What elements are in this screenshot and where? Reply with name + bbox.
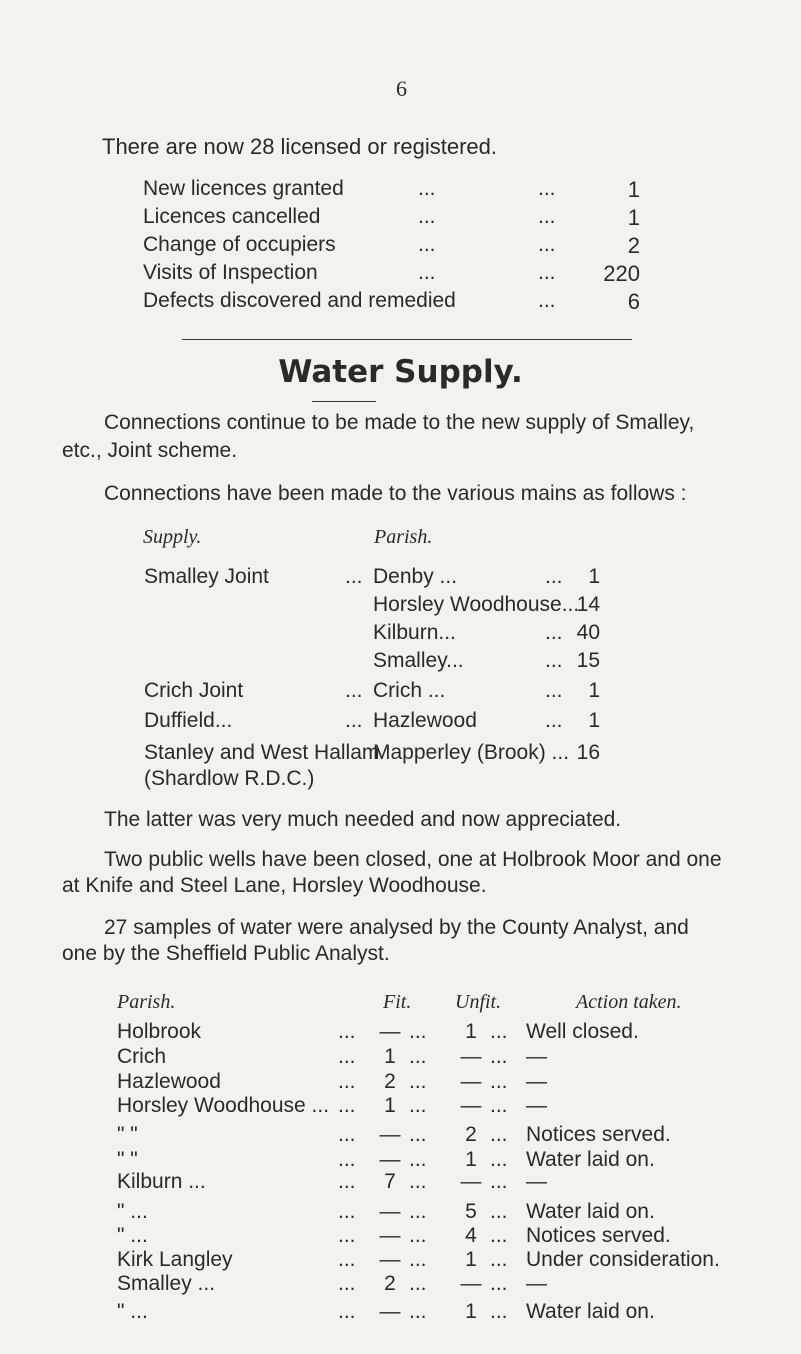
- dot-leader: ...: [338, 1045, 356, 1068]
- sample-parish: Kirk Langley: [117, 1248, 233, 1271]
- dot-leader: ...: [538, 177, 556, 200]
- dot-leader: ...: [409, 1200, 427, 1223]
- sample-action: —: [526, 1170, 547, 1193]
- dot-leader: ...: [490, 1020, 508, 1043]
- dot-leader: ...: [409, 1070, 427, 1093]
- licence-label: Licences cancelled: [143, 205, 321, 228]
- mains-parish: Crich ...: [373, 679, 446, 702]
- column-header-parish: Parish.: [374, 526, 433, 548]
- paragraph: one by the Sheffield Public Analyst.: [62, 942, 390, 965]
- dot-leader: ...: [490, 1200, 508, 1223]
- sample-action: Water laid on.: [526, 1300, 655, 1323]
- sample-unfit: —: [460, 1045, 482, 1068]
- sample-unfit: —: [460, 1170, 482, 1193]
- dot-leader: ...: [418, 261, 436, 284]
- dot-leader: ...: [345, 565, 363, 588]
- dot-leader: ...: [490, 1248, 508, 1271]
- mains-parish: Smalley...: [373, 649, 464, 672]
- sample-fit: —: [379, 1123, 401, 1146]
- sample-fit: —: [379, 1020, 401, 1043]
- sample-parish: " ...: [117, 1200, 148, 1223]
- licence-label: Change of occupiers: [143, 233, 336, 256]
- dot-leader: ...: [409, 1094, 427, 1117]
- sample-parish: Horsley Woodhouse ...: [117, 1094, 330, 1117]
- dot-leader: ...: [490, 1094, 508, 1117]
- mains-value: 15: [576, 649, 600, 672]
- sample-fit: —: [379, 1148, 401, 1171]
- sample-unfit: —: [460, 1272, 482, 1295]
- licence-value: 6: [627, 289, 640, 314]
- dot-leader: ...: [338, 1148, 356, 1171]
- column-header-fit: Fit.: [383, 991, 412, 1013]
- dot-leader: ...: [490, 1045, 508, 1068]
- mains-value: 40: [576, 621, 600, 644]
- dot-leader: ...: [545, 621, 563, 644]
- sample-action: Water laid on.: [526, 1148, 655, 1171]
- column-header-parish: Parish.: [117, 991, 176, 1013]
- mains-value: 14: [576, 593, 600, 616]
- dot-leader: ...: [538, 289, 556, 312]
- sample-action: —: [526, 1272, 547, 1295]
- dot-leader: ...: [545, 649, 563, 672]
- paragraph: Connections continue to be made to the new supply of Smalley,: [104, 411, 695, 434]
- dot-leader: ...: [409, 1148, 427, 1171]
- column-header-action: Action taken.: [576, 991, 682, 1013]
- licence-label: New licences granted: [143, 177, 344, 200]
- dot-leader: ...: [490, 1224, 508, 1247]
- sample-fit: 2: [384, 1272, 396, 1295]
- dot-leader: ...: [338, 1170, 356, 1193]
- dot-leader: ...: [418, 177, 436, 200]
- sample-parish: Hazlewood: [117, 1070, 221, 1093]
- mains-parish: Hazlewood: [373, 709, 477, 732]
- sample-fit: —: [379, 1224, 401, 1247]
- dot-leader: ...: [409, 1123, 427, 1146]
- column-header-unfit: Unfit.: [455, 991, 502, 1013]
- mains-value: 1: [588, 709, 600, 732]
- dot-leader: ...: [409, 1170, 427, 1193]
- sample-action: Notices served.: [526, 1224, 671, 1247]
- licence-value: 1: [627, 177, 640, 202]
- sample-parish: " ": [117, 1148, 138, 1171]
- dot-leader: ...: [345, 709, 363, 732]
- licence-value: 220: [603, 261, 640, 286]
- intro-text: There are now 28 licensed or registered.: [102, 134, 497, 159]
- heading-underline: [312, 401, 376, 402]
- mains-supply-detail: (Shardlow R.D.C.): [144, 767, 315, 790]
- mains-supply: Crich Joint: [144, 679, 244, 702]
- sample-parish: " ": [117, 1123, 138, 1146]
- sample-parish: Smalley ...: [117, 1272, 216, 1295]
- sample-parish: Holbrook: [117, 1020, 202, 1043]
- paragraph: Two public wells have been closed, one at Holbrook Moor and one: [104, 848, 722, 871]
- dot-leader: ...: [338, 1123, 356, 1146]
- section-heading: Water Supply.: [278, 354, 523, 390]
- paragraph: The latter was very much needed and now appreciated.: [104, 808, 622, 831]
- mains-value: 16: [576, 741, 600, 764]
- dot-leader: ...: [338, 1272, 356, 1295]
- mains-value: 1: [588, 565, 600, 588]
- dot-leader: ...: [409, 1020, 427, 1043]
- sample-fit: 2: [384, 1070, 396, 1093]
- sample-unfit: 2: [465, 1123, 477, 1146]
- sample-parish: " ...: [117, 1300, 148, 1323]
- column-header-supply: Supply.: [143, 526, 202, 548]
- sample-fit: 7: [384, 1170, 396, 1193]
- page-number: 6: [396, 76, 407, 101]
- sample-unfit: 1: [465, 1020, 477, 1043]
- sample-unfit: 4: [465, 1224, 477, 1247]
- dot-leader: ...: [338, 1248, 356, 1271]
- licence-label: Defects discovered and remedied: [143, 289, 456, 312]
- mains-supply: Smalley Joint: [144, 565, 269, 588]
- dot-leader: ...: [338, 1224, 356, 1247]
- sample-action: Notices served.: [526, 1123, 671, 1146]
- sample-unfit: —: [460, 1070, 482, 1093]
- mains-parish: Denby ...: [373, 565, 458, 588]
- sample-action: —: [526, 1094, 547, 1117]
- sample-fit: 1: [384, 1094, 396, 1117]
- mains-value: 1: [588, 679, 600, 702]
- section-divider: [182, 339, 632, 340]
- dot-leader: ...: [538, 261, 556, 284]
- sample-fit: —: [379, 1248, 401, 1271]
- paragraph: Connections have been made to the various mains as follows :: [104, 482, 687, 505]
- sample-action: Well closed.: [526, 1020, 639, 1043]
- sample-unfit: —: [460, 1094, 482, 1117]
- dot-leader: ...: [338, 1200, 356, 1223]
- dot-leader: ...: [490, 1070, 508, 1093]
- dot-leader: ...: [409, 1224, 427, 1247]
- dot-leader: ...: [545, 679, 563, 702]
- sample-fit: —: [379, 1300, 401, 1323]
- dot-leader: ...: [490, 1300, 508, 1323]
- sample-parish: " ...: [117, 1224, 148, 1247]
- mains-supply: Stanley and West Hallam: [144, 741, 380, 764]
- dot-leader: ...: [418, 233, 436, 256]
- sample-action: —: [526, 1070, 547, 1093]
- sample-parish: Crich: [117, 1045, 167, 1068]
- dot-leader: ...: [338, 1020, 356, 1043]
- paragraph: etc., Joint scheme.: [62, 439, 238, 462]
- dot-leader: ...: [338, 1094, 356, 1117]
- dot-leader: ...: [409, 1300, 427, 1323]
- dot-leader: ...: [545, 565, 563, 588]
- licence-value: 2: [627, 233, 640, 258]
- mains-parish: Mapperley (Brook) ...: [373, 741, 570, 764]
- paragraph: at Knife and Steel Lane, Horsley Woodhouse.: [62, 874, 487, 897]
- dot-leader: ...: [409, 1272, 427, 1295]
- sample-action: Under consideration.: [526, 1248, 720, 1271]
- dot-leader: ...: [338, 1300, 356, 1323]
- dot-leader: ...: [490, 1148, 508, 1171]
- dot-leader: ...: [538, 205, 556, 228]
- dot-leader: ...: [345, 679, 363, 702]
- sample-unfit: 1: [465, 1300, 477, 1323]
- mains-parish: Horsley Woodhouse...: [373, 593, 580, 616]
- licence-value: 1: [627, 205, 640, 230]
- dot-leader: ...: [490, 1123, 508, 1146]
- dot-leader: ...: [338, 1070, 356, 1093]
- dot-leader: ...: [409, 1248, 427, 1271]
- sample-fit: —: [379, 1200, 401, 1223]
- sample-unfit: 5: [465, 1200, 477, 1223]
- dot-leader: ...: [409, 1045, 427, 1068]
- sample-action: —: [526, 1045, 547, 1068]
- dot-leader: ...: [490, 1170, 508, 1193]
- mains-supply: Duffield...: [144, 709, 233, 732]
- sample-fit: 1: [384, 1045, 396, 1068]
- dot-leader: ...: [538, 233, 556, 256]
- dot-leader: ...: [418, 205, 436, 228]
- dot-leader: ...: [490, 1272, 508, 1295]
- sample-parish: Kilburn ...: [117, 1170, 206, 1193]
- licence-label: Visits of Inspection: [143, 261, 318, 284]
- mains-parish: Kilburn...: [373, 621, 456, 644]
- dot-leader: ...: [545, 709, 563, 732]
- paragraph: 27 samples of water were analysed by the County Analyst, and: [104, 916, 689, 939]
- sample-unfit: 1: [465, 1248, 477, 1271]
- sample-unfit: 1: [465, 1148, 477, 1171]
- sample-action: Water laid on.: [526, 1200, 655, 1223]
